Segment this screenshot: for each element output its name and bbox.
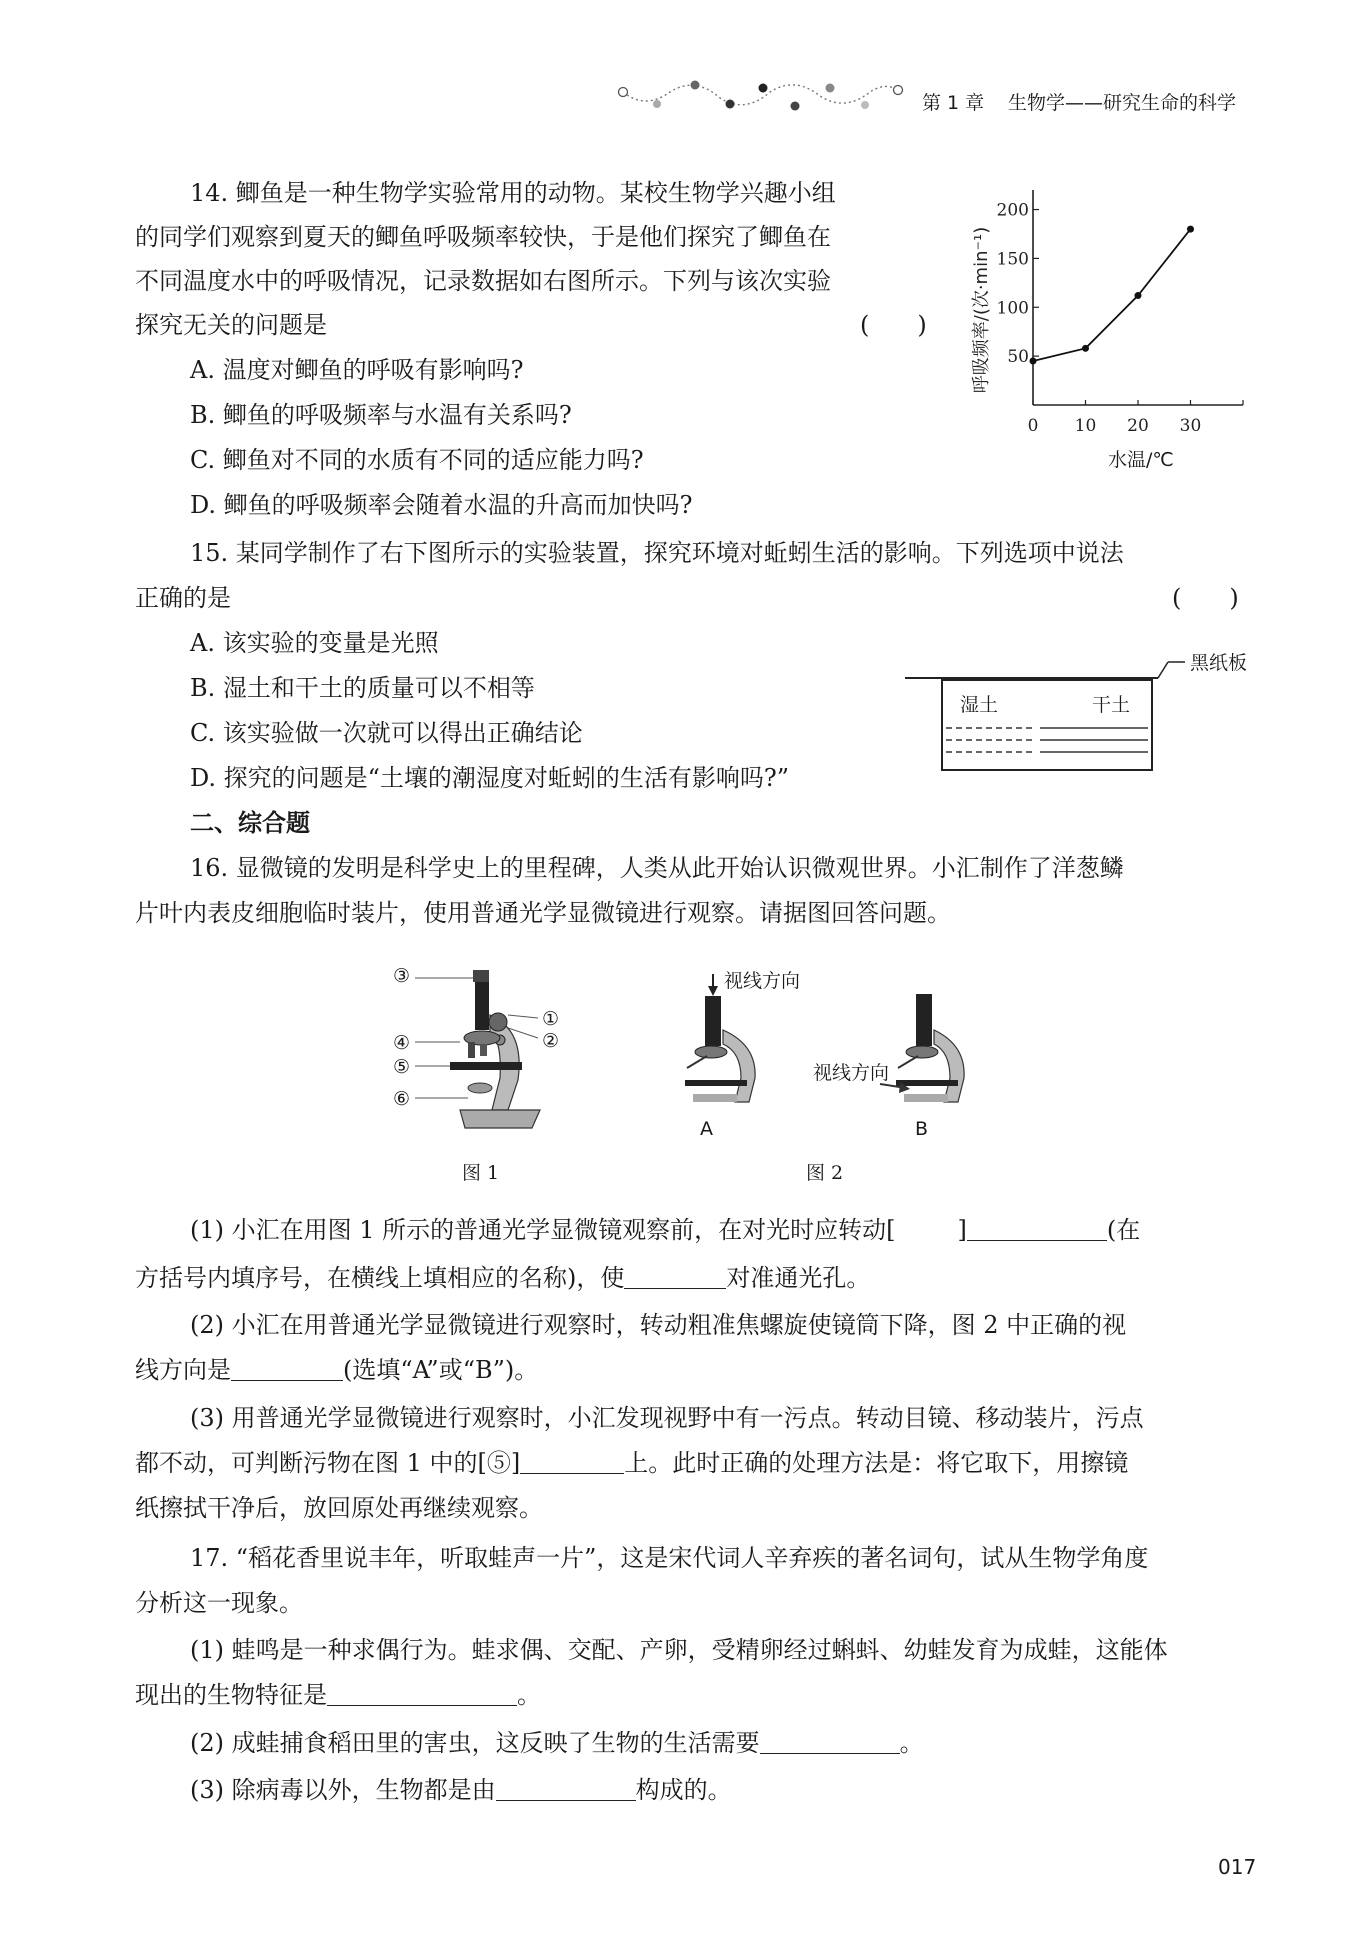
q14-option-a: A. 温度对鲫鱼的呼吸有影响吗? [190, 356, 524, 384]
q17-sub1-blank[interactable] [327, 1683, 517, 1706]
q14-line-1: 14. 鲫鱼是一种生物学实验常用的动物。某校生物学兴趣小组 [190, 179, 836, 207]
fig2-sight-label-b: 视线方向 [813, 1062, 890, 1084]
q16-sub1-blank-target[interactable] [624, 1266, 726, 1289]
chart-x-tick-label: 10 [1074, 416, 1097, 436]
q17-line-1: 17. “稻花香里说丰年，听取蛙声一片”，这是宋代词人辛弃疾的著名词句，试从生物学角度 [190, 1544, 1149, 1572]
q16-sub3-line3: 纸擦拭干净后，放回原处再继续观察。 [135, 1494, 543, 1522]
q14-line-2: 的同学们观察到夏天的鲫鱼呼吸频率较快，于是他们探究了鲫鱼在 [135, 223, 831, 251]
q16-sub2-line2: 线方向是 (选填“A”或“B”)。 [135, 1356, 539, 1384]
fig1-label-3: ③ [393, 965, 411, 987]
q15-line-1: 15. 某同学制作了右下图所示的实验装置，探究环境对蚯蚓生活的影响。下列选项中说法 [190, 539, 1124, 567]
q16-sub2-blank[interactable] [231, 1358, 343, 1381]
black-board-label: 黑纸板 [1190, 652, 1248, 674]
chart-series-line [1033, 229, 1191, 361]
fig1-label-2: ② [542, 1030, 560, 1052]
chart-point [1135, 292, 1142, 299]
q16-sub3-line2: 都不动，可判断污物在图 1 中的[⑤] 上。此时正确的处理方法是：将它取下，用擦镜 [135, 1449, 1129, 1477]
q16-sub3-line1: (3) 用普通光学显微镜进行观察时，小汇发现视野中有一污点。转动目镜、移动装片，污点 [190, 1404, 1144, 1432]
q17-sub1-line1: (1) 蛙鸣是一种求偶行为。蛙求偶、交配、产卵，受精卵经过蝌蚪、幼蛙发育为成蛙，这能体 [190, 1636, 1168, 1664]
wet-soil-label: 湿土 [960, 694, 999, 716]
q17-line-2: 分析这一现象。 [135, 1589, 303, 1617]
q15-option-b: B. 湿土和干土的质量可以不相等 [190, 674, 535, 702]
q17-sub1-line2: 现出的生物特征是 。 [135, 1681, 541, 1709]
fig1-label-1: ① [542, 1008, 560, 1030]
fig1-label-5: ⑤ [393, 1056, 411, 1078]
q16-sub3-blank[interactable] [520, 1451, 624, 1474]
respiration-chart [955, 185, 1255, 475]
chart-xlabel: 水温/℃ [1108, 449, 1174, 471]
header-decoration [615, 80, 905, 120]
q16-sub1-line2: 方括号内填序号，在横线上填相应的名称)，使 对准通光孔。 [135, 1264, 871, 1292]
q17-sub3-line: (3) 除病毒以外，生物都是由 构成的。 [190, 1776, 732, 1804]
fig1-label-4: ④ [393, 1032, 411, 1054]
page-number: 017 [1218, 1855, 1257, 1879]
header-title: 生物学——研究生命的科学 [1008, 92, 1237, 114]
q15-option-c: C. 该实验做一次就可以得出正确结论 [190, 719, 583, 747]
chart-point [1082, 345, 1089, 352]
q14-answer-paren: ( ) [860, 311, 927, 339]
q14-option-d: D. 鲫鱼的呼吸频率会随着水温的升高而加快吗? [190, 491, 693, 519]
q14-option-b: B. 鲫鱼的呼吸频率与水温有关系吗? [190, 401, 572, 429]
q16-sub1-line1: (1) 小汇在用图 1 所示的普通光学显微镜观察前，在对光时应转动[ ] (在 [190, 1216, 1141, 1244]
chart-y-tick-label: 50 [1007, 347, 1029, 368]
fig2-sight-label-a: 视线方向 [724, 970, 801, 992]
q17-sub2-blank[interactable] [760, 1731, 900, 1754]
q16-line-1: 16. 显微镜的发明是科学史上的里程碑，人类从此开始认识微观世界。小汇制作了洋葱鳞 [190, 854, 1124, 882]
fig2-label-b: B [915, 1118, 929, 1140]
q14-line-4: 探究无关的问题是 [135, 311, 327, 339]
chart-x-tick-label: 20 [1127, 416, 1149, 436]
header-chapter: 第 1 章 [922, 92, 985, 114]
q16-sub1-blank-name[interactable] [967, 1218, 1107, 1241]
section-2-title: 二、综合题 [190, 809, 310, 837]
q15-option-d: D. 探究的问题是“土壤的潮湿度对蚯蚓的生活有影响吗?” [190, 764, 790, 792]
fig1-label-6: ⑥ [393, 1088, 411, 1110]
chart-ylabel: 呼吸频率/(次·min⁻¹) [971, 226, 992, 394]
q14-option-c: C. 鲫鱼对不同的水质有不同的适应能力吗? [190, 446, 644, 474]
fig1-caption: 图 1 [462, 1162, 500, 1184]
fig2-caption: 图 2 [806, 1162, 844, 1184]
q15-answer-paren: ( ) [1172, 584, 1239, 612]
q15-line-2: 正确的是 [135, 584, 231, 612]
microscope-figure-2b [860, 980, 980, 1110]
q16-line-2: 片叶内表皮细胞临时装片，使用普通光学显微镜进行观察。请据图回答问题。 [135, 899, 951, 927]
chart-x-tick-label: 30 [1179, 416, 1202, 436]
q17-sub3-blank[interactable] [496, 1778, 636, 1801]
chart-y-tick-label: 150 [996, 249, 1029, 270]
q17-sub2-line: (2) 成蛙捕食稻田里的害虫，这反映了生物的生活需要 。 [190, 1729, 924, 1757]
dry-soil-label: 干土 [1092, 694, 1131, 716]
microscope-figure-1 [390, 960, 590, 1135]
chart-point [1030, 358, 1037, 365]
q15-option-a: A. 该实验的变量是光照 [190, 629, 439, 657]
chart-y-tick-label: 200 [996, 200, 1029, 221]
chart-y-tick-label: 100 [996, 298, 1029, 319]
chart-point [1187, 226, 1194, 233]
q16-sub2-line1: (2) 小汇在用普通光学显微镜进行观察时，转动粗准焦螺旋使镜筒下降，图 2 中正确的视 [190, 1311, 1127, 1339]
q14-line-3: 不同温度水中的呼吸情况，记录数据如右图所示。下列与该次实验 [135, 267, 831, 295]
chart-x-tick-label: 0 [1027, 416, 1039, 436]
fig2-label-a: A [700, 1118, 713, 1140]
